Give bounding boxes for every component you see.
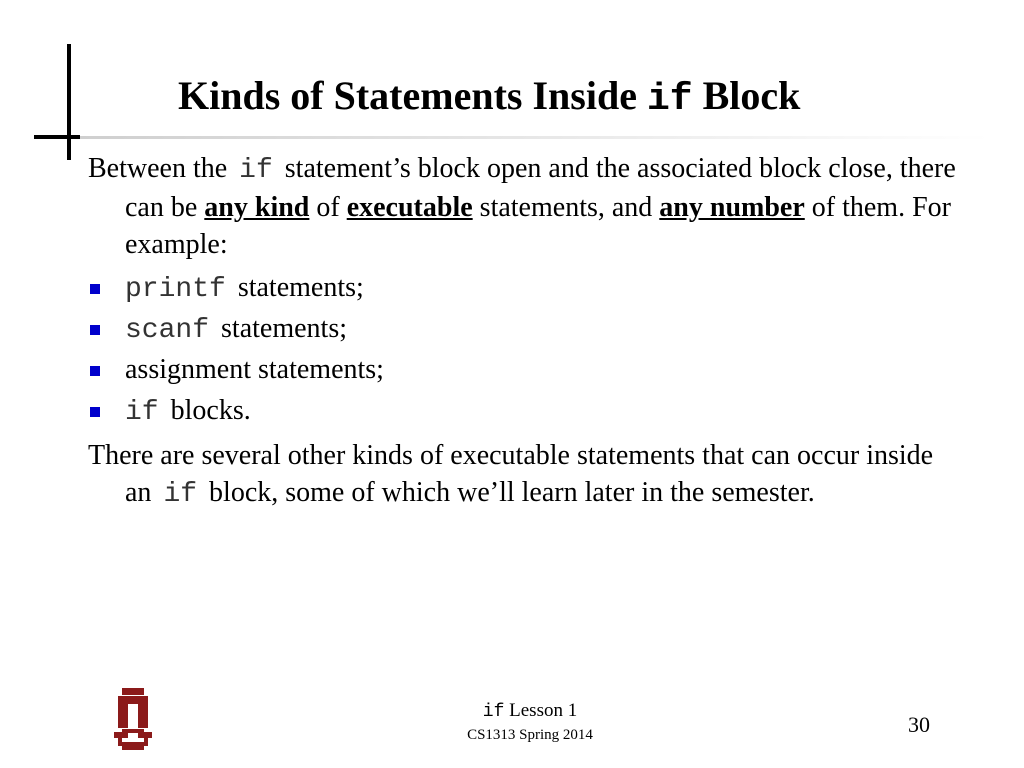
intro-text-5: of them. For example: [125, 192, 951, 260]
statement-list [88, 267, 958, 431]
list-item-code: scanf [125, 315, 210, 346]
list-item-text: statements; [237, 272, 364, 303]
list-item-code: if [125, 397, 159, 428]
decorative-horizontal-line [34, 135, 80, 139]
intro-text-4: statements, and [479, 192, 653, 223]
ou-logo-icon [108, 688, 158, 750]
list-item [88, 390, 958, 431]
list-item-code: printf [125, 274, 226, 305]
list-item [88, 267, 958, 308]
bullet-square-icon [90, 284, 100, 294]
outro-text-2: block, some of which we’ll learn later in the semester. [209, 477, 815, 508]
footer [380, 700, 680, 747]
bullet-square-icon [90, 325, 100, 335]
emphasis-any-number: any number [659, 192, 805, 223]
intro-text-2: statement’s block open and the associated block close, there can be [125, 153, 956, 223]
title-code: if [646, 78, 693, 121]
title-text-after: Block [702, 73, 801, 118]
outro-text-1: There are several other kinds of executable statements that can occur inside an [88, 440, 934, 508]
decorative-vertical-line [67, 44, 71, 160]
slide-title [178, 72, 978, 121]
intro-paragraph [88, 150, 958, 263]
footer-lesson-text: Lesson 1 [509, 700, 578, 721]
list-item-text: blocks. [170, 395, 251, 426]
title-divider [80, 136, 990, 139]
intro-code: if [239, 155, 273, 186]
outro-code: if [163, 479, 198, 510]
page-number: 30 [908, 712, 930, 737]
list-item [88, 349, 958, 390]
bullet-square-icon [90, 366, 100, 376]
emphasis-executable: executable [346, 192, 473, 223]
intro-text-3: of [316, 192, 340, 223]
list-item [88, 308, 958, 349]
list-item-text: statements; [221, 313, 347, 344]
footer-lesson-code: if [482, 702, 505, 722]
title-text-before: Kinds of Statements Inside [178, 73, 637, 118]
bullet-square-icon [90, 407, 100, 417]
footer-lesson [380, 700, 680, 723]
emphasis-any-kind: any kind [204, 192, 310, 223]
slide-body [88, 150, 958, 513]
footer-course: CS1313 Spring 2014 [467, 727, 593, 743]
list-item-text: assignment statements; [125, 354, 384, 385]
outro-paragraph [88, 437, 958, 513]
intro-text-1: Between the [88, 153, 228, 184]
